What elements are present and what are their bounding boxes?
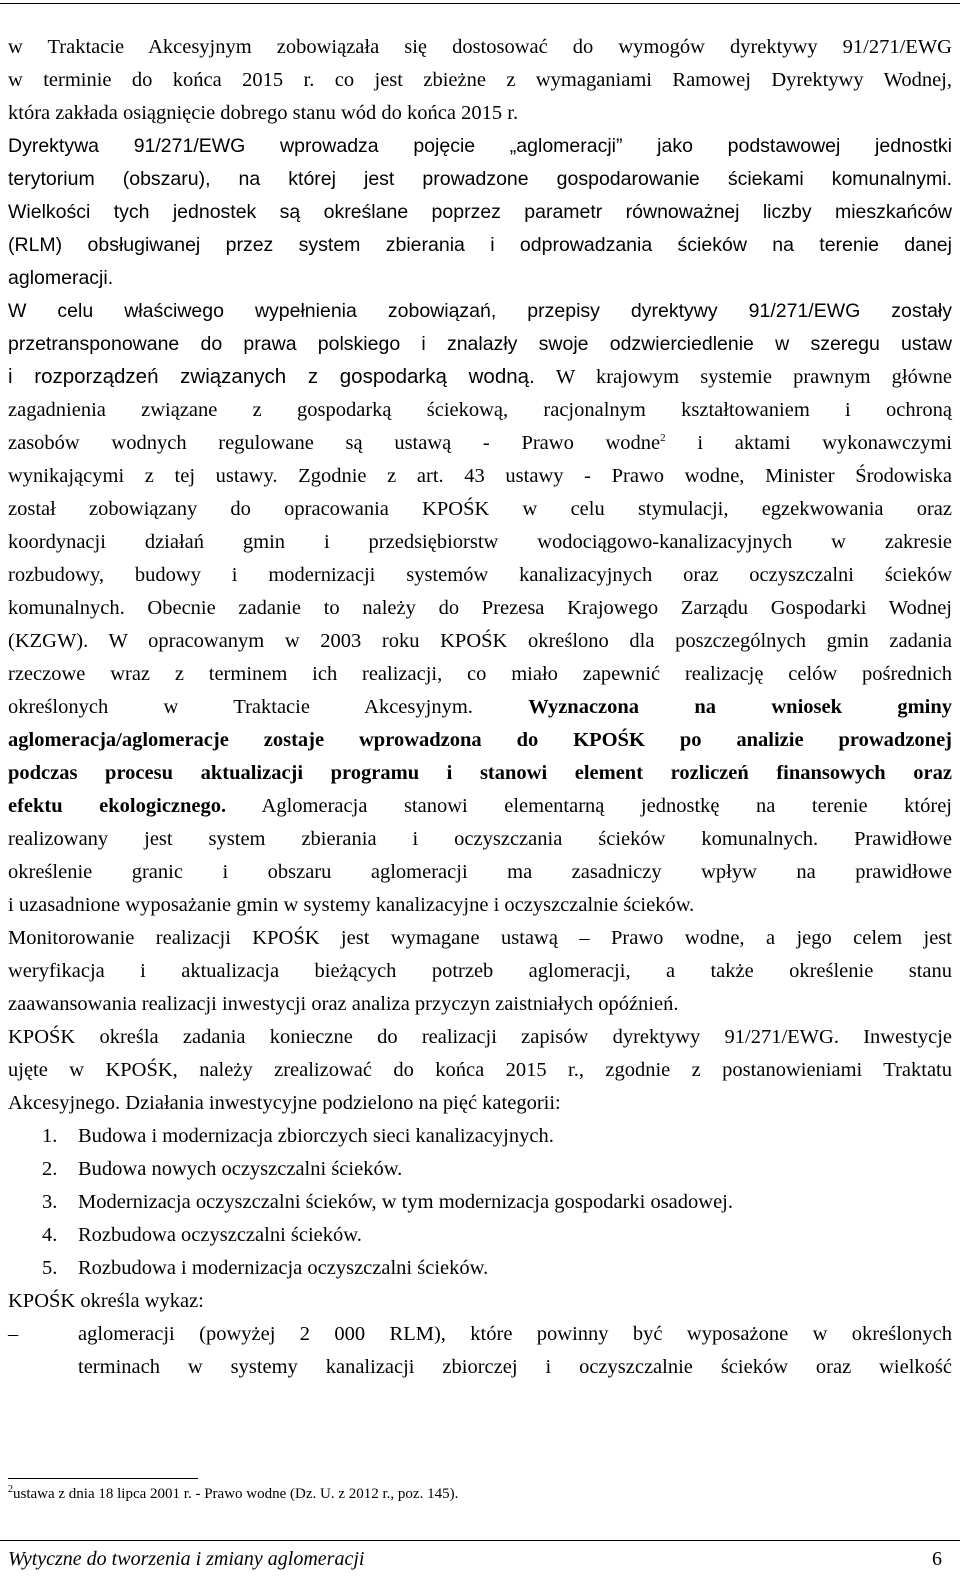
footnote-mark: 2 <box>8 1484 13 1495</box>
text-line: został zobowiązany do opracowania KPOŚK w celu stymulacji, egzekwowania oraz <box>8 498 952 520</box>
bold-text: Wyznaczona na wniosek gminy <box>528 696 952 718</box>
text-line: zaawansowania realizacji inwestycji oraz analiza przyczyn zaistniałych opóźnień. <box>8 993 679 1015</box>
list-number: 5. <box>42 1257 58 1279</box>
top-rule <box>0 3 960 4</box>
bold-text: efektu ekologicznego. <box>8 795 227 817</box>
text-line: koordynacji działań gmin i przedsiębiorstw wodociągowo-kanalizacyjnych w zakresie <box>8 531 952 553</box>
footnote-text: ustawa z dnia 18 lipca 2001 r. - Prawo wodne (Dz. U. z 2012 r., poz. 145). <box>13 1486 459 1502</box>
text-line: realizowany jest system zbierania i oczyszczania ścieków komunalnych. Prawidłowe <box>8 828 952 850</box>
footer-title: Wytyczne do tworzenia i zmiany aglomeracji <box>8 1548 365 1570</box>
text-line <box>8 691 952 723</box>
list-text: Budowa nowych oczyszczalni ścieków. <box>78 1158 403 1180</box>
list-text: Rozbudowa i modernizacja oczyszczalni ścieków. <box>78 1257 489 1279</box>
list-number: 2. <box>42 1158 58 1180</box>
text-line: która zakłada osiągnięcie dobrego stanu wód do końca 2015 r. <box>8 102 519 124</box>
list-text: Budowa i modernizacja zbiorczych sieci kanalizacyjnych. <box>78 1125 554 1147</box>
list-number: 3. <box>42 1191 58 1213</box>
text-line: Dyrektywa 91/271/EWG wprowadza pojęcie „aglomeracji” jako podstawowej jednostki <box>8 135 952 157</box>
text-segment: W krajowym systemie prawnym główne <box>555 366 953 388</box>
bold-text-line: aglomeracja/aglomeracje zostaje wprowadzona do KPOŚK po analizie prowadzonej <box>8 729 952 751</box>
text-line <box>8 427 952 459</box>
text-line: terytorium (obszaru), na której jest prowadzone gospodarowanie ściekami komunalnymi. <box>8 168 952 190</box>
text-line: rozbudowy, budowy i modernizacji systemów kanalizacyjnych oraz oczyszczalni ścieków <box>8 564 952 586</box>
text-line: (KZGW). W opracowanym w 2003 roku KPOŚK określono dla poszczególnych gmin zadania <box>8 630 952 652</box>
list-text: Rozbudowa oczyszczalni ścieków. <box>78 1224 362 1246</box>
text-segment: i rozporządzeń związanych z gospodarką wodną. <box>8 365 535 388</box>
text-line: KPOŚK określa zadania konieczne do realizacji zapisów dyrektywy 91/271/EWG. Inwestycje <box>8 1026 952 1048</box>
text-line <box>8 361 952 393</box>
text-line: i uzasadnione wyposażanie gmin w systemy kanalizacyjne i oczyszczalnie ścieków. <box>8 894 695 916</box>
text-line: (RLM) obsługiwanej przez system zbierania i odprowadzania ścieków na terenie danej <box>8 234 952 256</box>
text-segment: Aglomeracja stanowi elementarną jednostkę na terenie której <box>226 795 952 817</box>
text-line: przetransponowane do prawa polskiego i znalazły swoje odzwierciedlenie w szeregu ustaw <box>8 333 952 355</box>
dash-marker: – <box>8 1323 19 1345</box>
footnote <box>8 1484 458 1504</box>
bold-text-line: podczas procesu aktualizacji programu i stanowi element rozliczeń finansowych oraz <box>8 762 952 784</box>
text-line: KPOŚK określa wykaz: <box>8 1290 204 1312</box>
text-line: zagadnienia związane z gospodarką ściekową, racjonalnym kształtowaniem i ochroną <box>8 399 952 421</box>
text-line: ujęte w KPOŚK, należy zrealizować do końca 2015 r., zgodnie z postanowieniami Traktatu <box>8 1059 952 1081</box>
footnote-ref: 2 <box>660 432 666 445</box>
text-line: Wielkości tych jednostek są określane poprzez parametr równoważnej liczby mieszkańców <box>8 201 952 223</box>
text-line: aglomeracji. <box>8 267 114 289</box>
text-segment: określonych w Traktacie Akcesyjnym. <box>8 696 473 718</box>
list-text: Modernizacja oczyszczalni ścieków, w tym modernizacja gospodarki osadowej. <box>78 1191 733 1213</box>
text-line: Akcesyjnego. Działania inwestycyjne podzielono na pięć kategorii: <box>8 1092 561 1114</box>
text-line: weryfikacja i aktualizacja bieżących potrzeb aglomeracji, a także określenie stanu <box>8 960 952 982</box>
dash-list-text: aglomeracji (powyżej 2 000 RLM), które powinny być wyposażone w określonych <box>78 1323 952 1345</box>
footer-rule <box>0 1540 960 1541</box>
page-number: 6 <box>932 1548 942 1570</box>
text-line: w terminie do końca 2015 r. co jest zbieżne z wymaganiami Ramowej Dyrektywy Wodnej, <box>8 69 952 91</box>
text-line: wynikającymi z tej ustawy. Zgodnie z art. 43 ustawy - Prawo wodne, Minister Środowiska <box>8 465 952 487</box>
text-segment: zasobów wodnych regulowane są ustawą - Prawo wodne <box>8 432 661 454</box>
text-line: W celu właściwego wypełnienia zobowiązań, przepisy dyrektywy 91/271/EWG zostały <box>8 300 952 322</box>
text-line: w Traktacie Akcesyjnym zobowiązała się dostosować do wymogów dyrektywy 91/271/EWG <box>8 36 952 58</box>
text-line: rzeczowe wraz z terminem ich realizacji, co miało zapewnić realizację celów pośrednich <box>8 663 952 685</box>
list-number: 1. <box>42 1125 58 1147</box>
text-line: określenie granic i obszaru aglomeracji ma zasadniczy wpływ na prawidłowe <box>8 861 952 883</box>
text-line: Monitorowanie realizacji KPOŚK jest wymagane ustawą – Prawo wodne, a jego celem jest <box>8 927 952 949</box>
footnote-separator <box>8 1478 198 1479</box>
text-line: komunalnych. Obecnie zadanie to należy do Prezesa Krajowego Zarządu Gospodarki Wodnej <box>8 597 952 619</box>
text-segment: i aktami wykonawczymi <box>665 432 953 454</box>
list-number: 4. <box>42 1224 58 1246</box>
dash-list-text: terminach w systemy kanalizacji zbiorczej i oczyszczalnie ścieków oraz wielkość <box>78 1356 952 1378</box>
text-line <box>8 790 952 822</box>
